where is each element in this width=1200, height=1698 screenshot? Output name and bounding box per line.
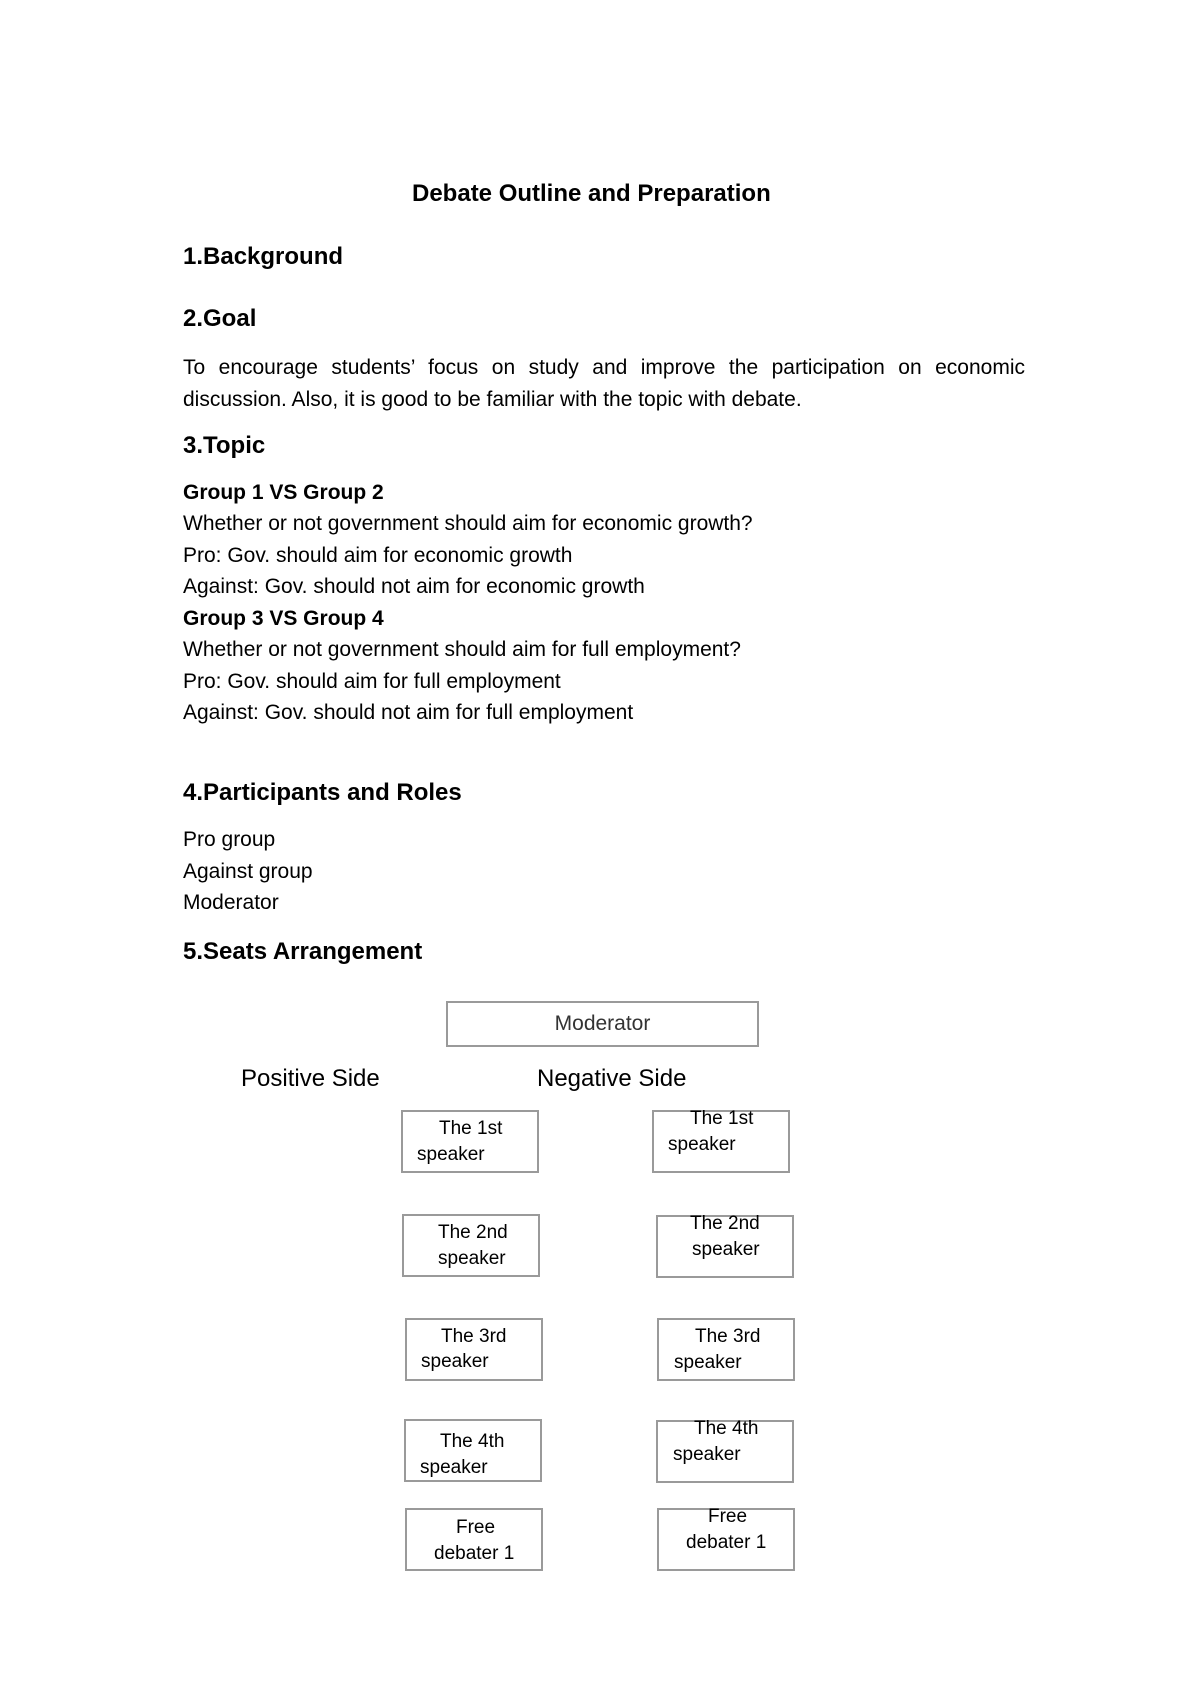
seat-line-2: speaker: [438, 1248, 506, 1269]
negative-seat-4: [656, 1420, 794, 1483]
seat-line-2: speaker: [673, 1444, 741, 1465]
topic-pro-1: Pro: Gov. should aim for economic growth: [183, 544, 573, 567]
positive-seat-4: [404, 1419, 542, 1482]
seat-line-1: The 3rd: [441, 1326, 507, 1347]
seat-line-2: speaker: [417, 1144, 485, 1165]
goal-paragraph: To encourage students’ focus on study and improve the participation on economic discussion. Also, it is good to be familiar with the topic with debate.: [183, 356, 1025, 411]
seat-line-1: The 4th: [440, 1431, 505, 1452]
moderator-seat-box: Moderator: [446, 1001, 759, 1047]
seat-line-1: The 1st: [690, 1108, 754, 1129]
seat-line-1: The 4th: [694, 1418, 759, 1439]
seat-line-2: speaker: [420, 1457, 488, 1478]
negative-seat-2: [656, 1215, 794, 1278]
positive-seat-5: [405, 1508, 543, 1571]
topic-groups-1: Group 1 VS Group 2: [183, 481, 384, 504]
heading-topic: 3.Topic: [183, 432, 266, 459]
topic-against-1: Against: Gov. should not aim for economic growth: [183, 575, 645, 598]
positive-seat-3: [405, 1318, 543, 1381]
seat-line-2: speaker: [421, 1351, 489, 1372]
topic-against-2: Against: Gov. should not aim for full employment: [183, 701, 634, 724]
seat-line-1: The 2nd: [438, 1222, 508, 1243]
heading-seats: 5.Seats Arrangement: [183, 938, 423, 965]
heading-participants: 4.Participants and Roles: [183, 779, 462, 806]
seat-line-1: The 1st: [439, 1118, 503, 1139]
positive-seat-1: [401, 1110, 539, 1173]
seat-line-2: speaker: [692, 1239, 760, 1260]
role-item: Against group: [183, 860, 313, 883]
negative-seat-1: [652, 1110, 790, 1173]
role-item: Moderator: [183, 891, 279, 914]
positive-side-label: Positive Side: [241, 1065, 380, 1092]
heading-background: 1.Background: [183, 243, 344, 270]
heading-goal: 2.Goal: [183, 305, 257, 332]
negative-seat-3: [657, 1318, 795, 1381]
seat-line-1: Free: [708, 1506, 748, 1527]
topic-pro-2: Pro: Gov. should aim for full employment: [183, 670, 561, 693]
seat-line-2: debater 1: [686, 1532, 767, 1553]
negative-seat-5: [657, 1508, 795, 1571]
seat-line-2: speaker: [668, 1134, 736, 1155]
seat-line-2: debater 1: [434, 1543, 515, 1564]
role-item: Pro group: [183, 828, 276, 851]
seat-line-1: The 3rd: [695, 1326, 761, 1347]
seat-line-1: Free: [456, 1517, 496, 1538]
topic-groups-2: Group 3 VS Group 4: [183, 607, 384, 630]
positive-seat-2: [402, 1214, 540, 1277]
page-title: Debate Outline and Preparation: [412, 180, 771, 207]
seat-line-2: speaker: [674, 1352, 742, 1373]
topic-question-2: Whether or not government should aim for full employment?: [183, 638, 741, 661]
topic-question-1: Whether or not government should aim for economic growth?: [183, 512, 753, 535]
negative-side-label: Negative Side: [537, 1065, 687, 1092]
seat-line-1: The 2nd: [690, 1213, 760, 1234]
